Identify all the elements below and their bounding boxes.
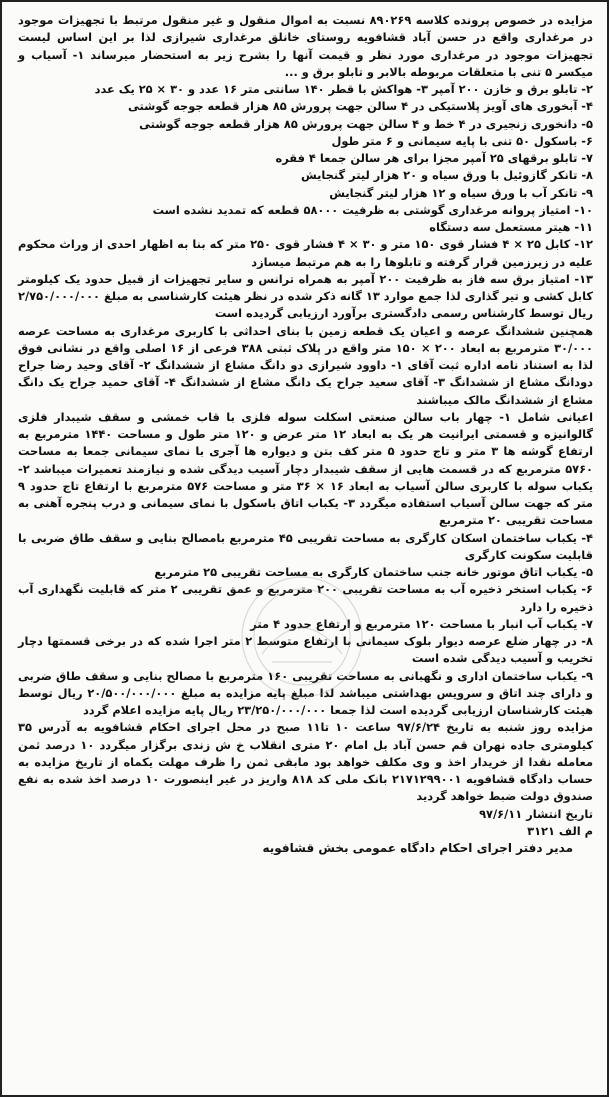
item-9: ۹- تانکر آب با ورق سیاه و ۱۲ هزار لیتر گنجایش <box>329 185 593 200</box>
item-12: ۱۲- کابل ۲۵ × ۴ فشار قوی ۱۵۰ متر و ۳۰ × ۴ فشار قوی ۲۵۰ متر که بنا به اظهار احدی از وراث محکوم علیه در زیرزمین قرار گرفته و تابلوها را به هم مرتبط میسازد <box>18 237 593 269</box>
item-5: ۵- دانخوری زنجیری در ۴ خط و ۴ سالن جهت پرورش ۸۵ هزار قطعه جوجه گوشتی <box>139 116 593 131</box>
building-5: ۵- یکباب اتاق موتور خانه جنب ساختمان کارگری به مساحت تقریبی ۲۵ مترمربع <box>154 565 593 579</box>
intro-paragraph: مزایده در خصوص پرونده کلاسه ۸۹۰۲۶۹ نسبت به اموال منقول و غیر منقول مرتبط با تجهیزات موجود در مرغداری واقع در حسن آباد قشافویه روستای خانلق مرغداری شیرازی لذا بر این اساس لیست تجهیزات موجود در مرغداری مورد نظر و قیمت آنها را بشرح زیر به استحضار میرساند ۱- آسیاب و میکسر ۵ تنی با متعلقات مربوطه بالابر و تابلو برق و ... <box>18 13 594 79</box>
building-9: ۹- یکباب ساختمان اداری و نگهبانی به مساحت تقریبی ۱۶۰ مترمربع با مصالح بنایی و سقف طاق ضربی و دارای چند اتاق و سرویس بهداشتی میباشد لذا مبلغ پایه مزایده به مبلغ ۲۰/۵۰۰/۰۰۰/۰۰۰ ریال توسط هیئت کارشناسان ارزیابی گردیده است لذا جمعا ۲۳/۲۵۰/۰۰۰/۰۰۰ ریال پایه مزایده اعلام گردد <box>18 668 594 717</box>
auction-terms: مزایده روز شنبه به تاریخ ۹۷/۶/۲۴ ساعت ۱۰ تا۱۱ صبح در محل اجرای احکام قشافویه به آدرس ۳۵ کیلومتری جاده نهران قم حسن آباد بل امام ۲۰ متری انقلاب خ ش زندی برگزار میگردد ۱۰ درصد ثمن معامله نقدا از خریدار اخذ و وی مکلف خواهد بود مابقی ثمن را ظرف مهلت یکماه از تاریخ مزایده به حساب دادگاه قشافویه ۲۱۷۱۲۹۹۰۰۱ بانک ملی کد ۸۱۸ واریز در غیر اینصورت ۱۰ درصد اخذ شده به نفع صندوق دولت ضبط خواهد گردید <box>18 720 593 804</box>
buildings-paragraph: اعیانی شامل ۱- چهار باب سالن صنعتی اسکلت سوله فلزی با قاب خمشی و سقف شیبدار فلزی گالوانیزه و قسمتی ایرانیت هر یک به ابعاد ۱۲ متر عرض و ۱۲۰ متر طول و مساحت ۱۴۴۰ مترمربع به ارتفاع گوشه ها ۳ متر و تاج حدود ۵ متر کف بتن و دیواره ها آجری با نمای سیمانی جمعا به مساحت ۵۷۶۰ مترمربع که در قسمت هایی از سقف شیبدار دچار آسیب دیدگی شده و نیازمند تعمیرات میباشد ۲- یکباب سوله با کاربری سالن آسیاب به ابعاد ۱۶ × ۳۶ متر و مساحت ۵۷۶ مترمربع با ارتفاع تاج حدود ۹ متر که جهت سالن آسیاب استفاده میگردد ۳- یکباب اتاق باسکول با نمای سیمانی و درب پنجره آهنی به مساحت تقریبی ۲۰ مترمربع <box>18 409 594 528</box>
item-11: ۱۱- هیتر مستعمل سه دستگاه <box>429 220 593 234</box>
land-paragraph: همچنین ششدانگ عرصه و اعیان یک قطعه زمین با بنای احداثی با کاربری مرغداری به مساحت عرصه ۳۰/۰۰۰ مترمربع به ابعاد ۲۰۰ × ۱۵۰ متر واقع در پلاک ثبتی ۳۸۸ فرعی از ۱۶ اصلی واقع در نشانی فوق لذا به استناد نامه اداره ثبت آقای ۱- داوود شیرازی دو دانگ مشاع از ششدانگ ۲- آقای وحید رضا جراح دودانگ مشاع از ششدانگ ۳- آقای سعید جراح یک دانگ مشاع از ششدانگ ۴- آقای حمید جراح یک دانگ مشاع از ششدانگ مالک میباشند <box>18 323 594 407</box>
building-4: ۴- یکباب ساختمان اسکان کارگری به مساحت تقریبی ۴۵ مترمربع بامصالح بنایی و سقف طاق ضربی با قابلیت سکونت کارگری <box>18 530 593 562</box>
reference-code: م الف ۳۱۲۱ <box>527 823 593 838</box>
signature-line: مدیر دفتر اجرای احکام دادگاه عمومی بخش قشافویه <box>262 841 573 855</box>
building-6: ۶- یکباب استخر ذخیره آب به مساحت تقریبی ۲۰۰ مترمربع و عمق تقریبی ۲ متر که قابلیت نگهداری آب ذخیره را دارد <box>18 582 593 614</box>
item-4: ۴- آبخوری های آویز پلاستیکی در ۴ سالن جهت پرورش ۸۵ هزار قطعه جوجه گوشتی <box>128 99 593 114</box>
item-13: ۱۳- امتیاز برق سه فاز به ظرفیت ۲۰۰ آمپر به همراه ترانس و سایر تجهیزات از قبیل حدود یک کیلومتر کابل کشی و تیر گذاری لذا جمع موارد ۱۳ گانه ذکر شده در نظر هیئت کارشناسی به مبلغ ۲/۷۵۰/۰۰۰/۰۰۰ ریال توسط کارشناس رسمی دادگستری برآورد ارزیابی گردیده است <box>18 271 593 321</box>
publish-date: تاریخ انتشار ۹۷/۶/۱۱ <box>479 806 593 821</box>
building-8: ۸- در چهار ضلع عرصه دیوار بلوک سیمانی با ارتفاع متوسط ۲ متر اجرا شده که در برخی قسمتها دچار تخریب و آسیب دیدگی شده است <box>18 634 593 666</box>
item-7: ۷- تابلو برقهای ۲۵ آمپر مجزا برای هر سالن جمعا ۴ فقره <box>275 151 593 165</box>
item-10: ۱۰- امتیاز پروانه مرغداری گوشتی به ظرفیت ۵۸۰۰۰ قطعه که تمدید نشده است <box>152 202 593 217</box>
auction-notice <box>18 12 593 1085</box>
item-6: ۶- باسکول ۵۰ تنی با پایه سیمانی و ۶ متر طول <box>331 133 593 148</box>
item-8: ۸- تانکر گازوئیل با ورق سیاه و ۲۰ هزار لیتر گنجایش <box>301 168 593 183</box>
building-7: ۷- یکباب آب انبار با مساحت ۱۲۰ مترمربع و ارتفاع حدود ۴ متر <box>250 616 593 631</box>
item-2-3: ۲- تابلو برق و خازن ۲۰۰ آمپر ۳- هواکش با قطر ۱۴۰ سانتی متر ۱۶ عدد و ۳۰ × ۲۵ یک عدد <box>94 82 593 96</box>
